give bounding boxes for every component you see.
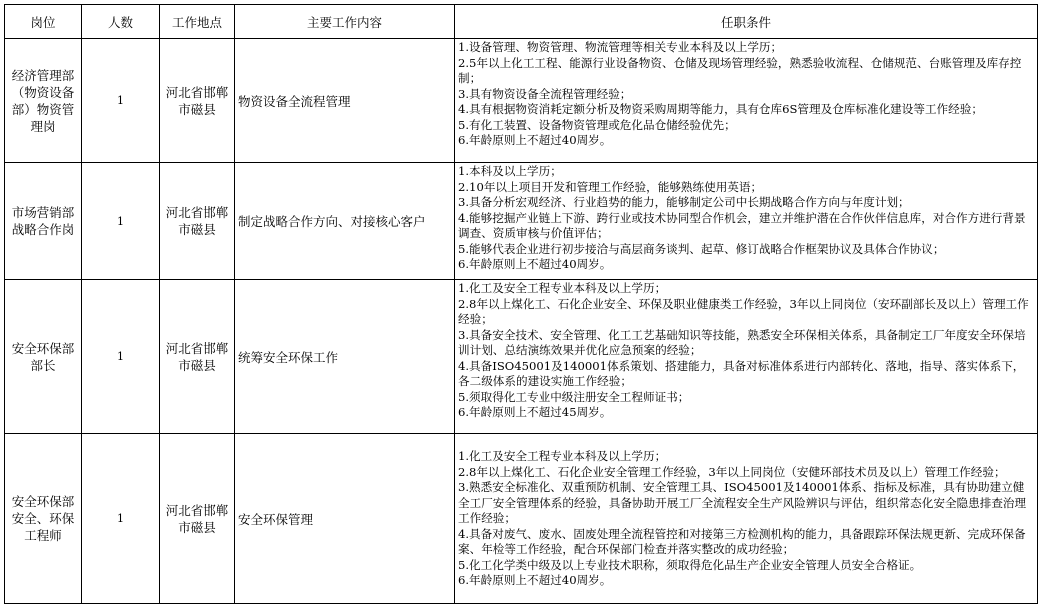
count-cell: 1 — [82, 280, 160, 434]
requirements-list — [458, 164, 1034, 278]
requirement-item: 5.化工化学类中级及以上专业技术职称，须取得危化品生产企业安全管理人员安全合格证。 — [458, 557, 922, 572]
requirement-item: 6.年龄原则上不超过40周岁。 — [458, 573, 612, 588]
requirement-item: 6.年龄原则上不超过40周岁。 — [458, 133, 612, 147]
table-row — [5, 280, 1038, 434]
requirement-item: 6.年龄原则上不超过45周岁。 — [458, 405, 612, 419]
header-location: 工作地点 — [160, 5, 235, 39]
requirement-item: 4.具备ISO45001及140001体系策划、搭建能力，具备对标准体系进行内部转化、落地，指导、落实体系下，各二级体系的建设实施工作经验； — [458, 358, 1025, 388]
requirement-item: 3.具备分析宏观经济、行业趋势的能力，能够制定公司中长期战略合作方向与年度计划； — [458, 195, 910, 209]
header-requirements: 任职条件 — [455, 5, 1038, 39]
requirement-item: 4.具有根据物资消耗定额分析及物资采购周期等能力，具有仓库6S管理及仓库标准化建设等工作经验； — [458, 102, 983, 116]
requirements-cell — [455, 163, 1038, 280]
requirement-item: 2.8年以上煤化工、石化企业安全、环保及职业健康类工作经验，3年以上同岗位（安环副部长及以上）管理工作经验； — [458, 296, 1029, 326]
location-cell: 河北省邯郸市磁县 — [160, 434, 235, 604]
requirement-item: 1.本科及以上学历； — [458, 164, 562, 178]
duties-cell: 制定战略合作方向、对接核心客户 — [235, 163, 455, 280]
requirements-cell — [455, 434, 1038, 604]
position-cell: 经济管理部（物资设备部）物资管理岗 — [5, 39, 82, 163]
requirement-item: 2.8年以上煤化工、石化企业安全管理工作经验，3年以上同岗位（安健环部技术员及以上）管理工作经验； — [458, 464, 1006, 479]
requirement-item: 3.具备安全技术、安全管理、化工工艺基础知识等技能，熟悉安全环保相关体系，具备制定工厂年度安全环保培训计划、总结演练效果并优化应急预案的经验； — [458, 327, 1026, 357]
requirement-item: 4.能够挖掘产业链上下游、跨行业或技术协同型合作机会，建立并维护潜在合作伙伴信息库，对合作方进行背景调查、资质审核与价值评估； — [458, 210, 1026, 240]
location-cell: 河北省邯郸市磁县 — [160, 39, 235, 163]
requirement-item: 1.化工及安全工程专业本科及以上学历； — [458, 281, 667, 295]
location-cell: 河北省邯郸市磁县 — [160, 163, 235, 280]
requirements-cell — [455, 280, 1038, 434]
recruitment-table — [4, 4, 1038, 604]
requirement-item: 6.年龄原则上不超过40周岁。 — [458, 257, 612, 271]
duties-cell: 安全环保管理 — [235, 434, 455, 604]
requirement-item: 4.具备对废气、废水、固废处理全流程管控和对接第三方检测机构的能力，具备跟踪环保法规更新、完成环保备案、年检等工作经验，配合环保部门检查并落实整改的成功经验； — [458, 526, 1026, 557]
table-row — [5, 163, 1038, 280]
requirement-item: 3.熟悉安全标准化、双重预防机制、安全管理工具、ISO45001及140001体系、指标及标准，具有协助建立健全工厂安全管理体系的经验，具备协助开展工厂全流程安全生产风险辨识与评估，组织常态化安全隐患排查治理工作经验； — [458, 480, 1027, 526]
position-cell: 安全环保部部长 — [5, 280, 82, 434]
header-duties: 主要工作内容 — [235, 5, 455, 39]
requirement-item: 5.能够代表企业进行初步接洽与高层商务谈判、起草、修订战略合作框架协议及具体合作协议； — [458, 241, 945, 256]
duties-cell: 统筹安全环保工作 — [235, 280, 455, 434]
requirements-list — [458, 40, 1034, 161]
position-cell: 市场营销部战略合作岗 — [5, 163, 82, 280]
header-position: 岗位 — [5, 5, 82, 39]
table-row — [5, 434, 1038, 604]
header-row — [5, 5, 1038, 39]
requirements-list — [458, 449, 1034, 589]
requirement-item: 1.化工及安全工程专业本科及以上学历； — [458, 449, 667, 464]
count-cell: 1 — [82, 163, 160, 280]
table-row — [5, 39, 1038, 163]
location-cell: 河北省邯郸市磁县 — [160, 280, 235, 434]
requirement-item: 1.设备管理、物资管理、物流管理等相关专业本科及以上学历； — [458, 40, 783, 54]
duties-cell: 物资设备全流程管理 — [235, 39, 455, 163]
requirement-item: 5.须取得化工专业中级注册安全工程师证书； — [458, 389, 690, 404]
requirement-item: 2.5年以上化工工程、能源行业设备物资、仓储及现场管理经验，熟悉验收流程、仓储规范、台账管理及库存控制； — [458, 55, 1022, 85]
requirements-list — [458, 281, 1034, 432]
requirement-item: 5.有化工装置、设备物资管理或危化品仓储经验优先； — [458, 117, 736, 132]
requirement-item: 2.10年以上项目开发和管理工作经验，能够熟练使用英语； — [458, 179, 763, 194]
count-cell: 1 — [82, 39, 160, 163]
requirement-item: 3.具有物资设备全流程管理经验； — [458, 86, 632, 101]
header-count: 人数 — [82, 5, 160, 39]
requirements-cell — [455, 39, 1038, 163]
position-cell: 安全环保部安全、环保工程师 — [5, 434, 82, 604]
count-cell: 1 — [82, 434, 160, 604]
